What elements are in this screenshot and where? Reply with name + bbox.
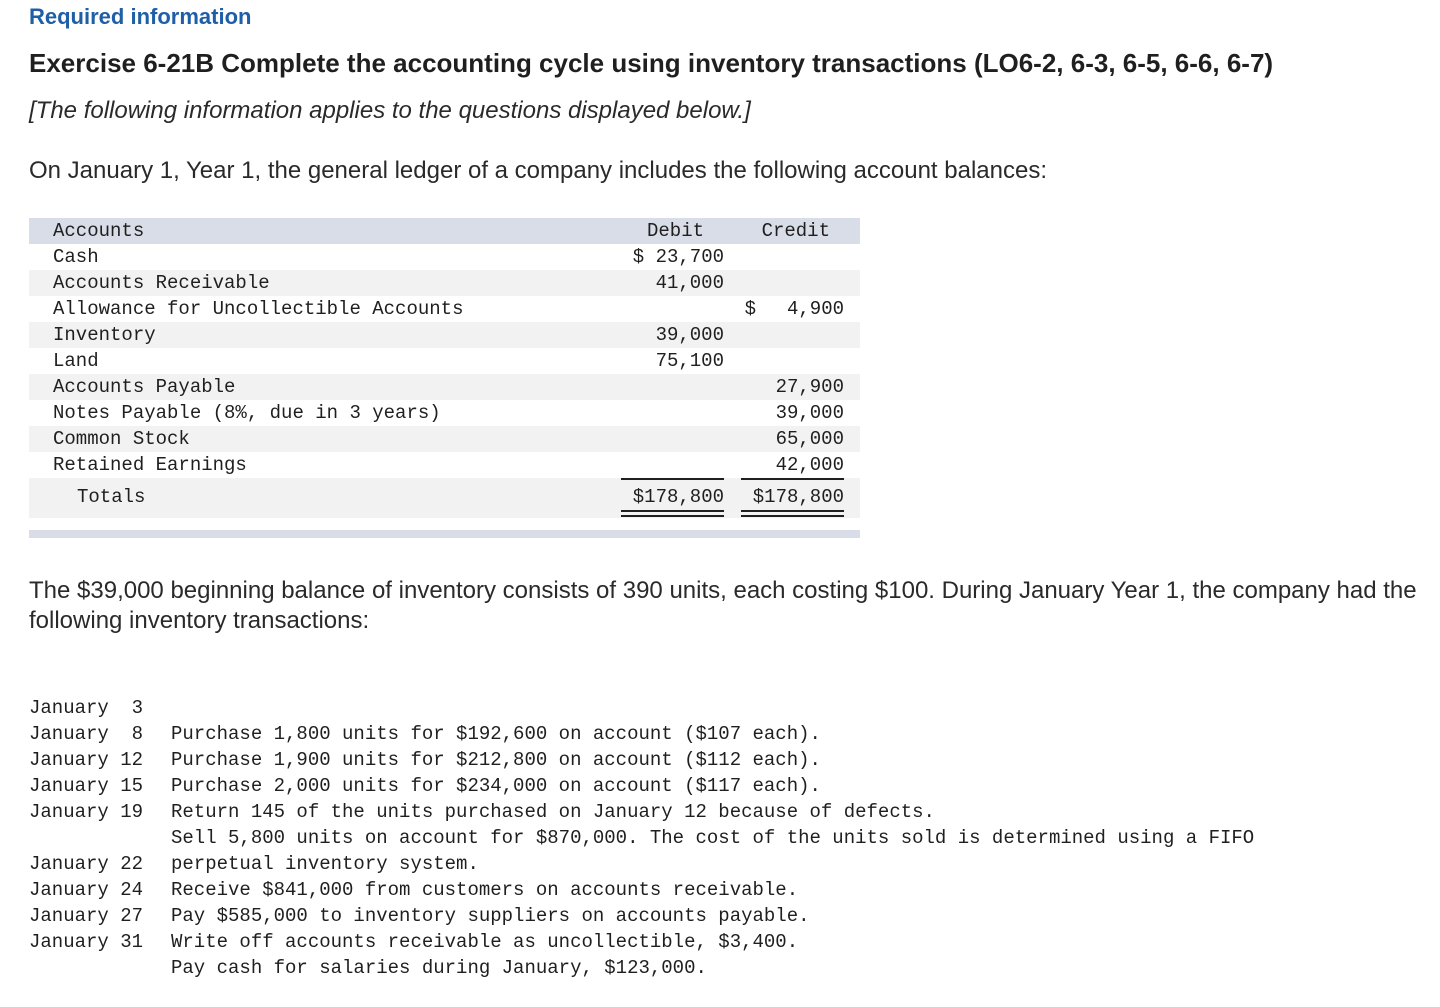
account-name: Accounts Receivable bbox=[53, 272, 270, 294]
ledger-row bbox=[29, 452, 860, 478]
account-name: Inventory bbox=[53, 324, 156, 346]
credit-column-header: Credit bbox=[761, 220, 830, 242]
ledger-bottom-bar bbox=[29, 530, 860, 538]
account-name: Allowance for Uncollectible Accounts bbox=[53, 298, 464, 320]
transaction-text: Write off accounts receivable as uncollectible, $3,400. bbox=[171, 931, 799, 953]
credit-total: $178,800 bbox=[752, 486, 844, 508]
transaction-date: January 15 bbox=[29, 775, 144, 797]
account-name: Land bbox=[53, 350, 99, 372]
exercise-title: Exercise 6-21B Complete the accounting cycle using inventory transactions (LO6-2, 6-3, 6-5, 6-6, 6-7) bbox=[29, 48, 1274, 78]
credit-amount: 65,000 bbox=[775, 428, 844, 450]
ledger-header-row bbox=[29, 218, 860, 244]
transaction-text: Pay cash for salaries during January, $123,000. bbox=[171, 957, 707, 979]
transaction-date: January 24 bbox=[29, 879, 144, 901]
transaction-date: January 27 bbox=[29, 905, 144, 927]
totals-label: Totals bbox=[77, 486, 146, 508]
credit-double-underline bbox=[741, 510, 844, 517]
ledger-row bbox=[29, 296, 860, 322]
ledger-spacer bbox=[29, 518, 860, 530]
debit-double-underline bbox=[621, 510, 724, 517]
ledger-row bbox=[29, 426, 860, 452]
debit-amount: 75,100 bbox=[655, 350, 724, 372]
transaction-date: January 8 bbox=[29, 723, 144, 745]
debit-total: $178,800 bbox=[632, 486, 724, 508]
credit-amount: 27,900 bbox=[775, 376, 844, 398]
debit-amount: 41,000 bbox=[655, 272, 724, 294]
account-name: Common Stock bbox=[53, 428, 190, 450]
transaction-text: Pay $585,000 to inventory suppliers on accounts payable. bbox=[171, 905, 810, 927]
ledger-row bbox=[29, 348, 860, 374]
account-name: Notes Payable (8%, due in 3 years) bbox=[53, 402, 441, 424]
ledger-row bbox=[29, 400, 860, 426]
applies-note: [The following information applies to the questions displayed below.] bbox=[29, 97, 751, 124]
transaction-date: January 3 bbox=[29, 697, 144, 719]
transaction-text: Sell 5,800 units on account for $870,000. The cost of the units sold is determined using a FIFO perpetual inventory system. bbox=[171, 827, 1255, 875]
debit-amount: 39,000 bbox=[655, 324, 724, 346]
inventory-paragraph: The $39,000 beginning balance of inventory consists of 390 units, each costing $100. During January Year 1, the company had the following inventory transactions: bbox=[29, 577, 1417, 634]
intro-text: On January 1, Year 1, the general ledger of a company includes the following account balances: bbox=[29, 157, 1047, 184]
ledger-row bbox=[29, 322, 860, 348]
transaction-text: Return 145 of the units purchased on January 12 because of defects. bbox=[171, 801, 935, 823]
transaction-date: January 12 bbox=[29, 749, 144, 771]
account-name: Accounts Payable bbox=[53, 376, 236, 398]
account-name: Cash bbox=[53, 246, 99, 268]
ledger-row bbox=[29, 270, 860, 296]
transaction-text: Purchase 1,900 units for $212,800 on account ($112 each). bbox=[171, 749, 821, 771]
credit-amount: 39,000 bbox=[775, 402, 844, 424]
transaction-text: Purchase 2,000 units for $234,000 on account ($117 each). bbox=[171, 775, 821, 797]
transaction-date: January 31 bbox=[29, 931, 144, 953]
ledger-row bbox=[29, 374, 860, 400]
accounts-column-header: Accounts bbox=[53, 220, 145, 242]
ledger-row bbox=[29, 244, 860, 270]
transaction-text: Receive $841,000 from customers on accounts receivable. bbox=[171, 879, 799, 901]
credit-amount: 4,900 bbox=[786, 298, 844, 320]
transaction-date: January 22 bbox=[29, 853, 144, 875]
ledger-table bbox=[29, 218, 860, 538]
credit-dollar-sign: $ bbox=[744, 298, 756, 320]
transaction-text: Purchase 1,800 units for $192,600 on account ($107 each). bbox=[171, 723, 821, 745]
transaction-date: January 19 bbox=[29, 801, 144, 823]
account-name: Retained Earnings bbox=[53, 454, 247, 476]
debit-amount: $ 23,700 bbox=[632, 246, 724, 268]
ledger-totals-row bbox=[29, 478, 860, 518]
credit-amount: 42,000 bbox=[775, 454, 844, 476]
transactions-list bbox=[29, 669, 1255, 979]
debit-column-header: Debit bbox=[646, 220, 704, 242]
required-information-label: Required information bbox=[29, 4, 252, 29]
